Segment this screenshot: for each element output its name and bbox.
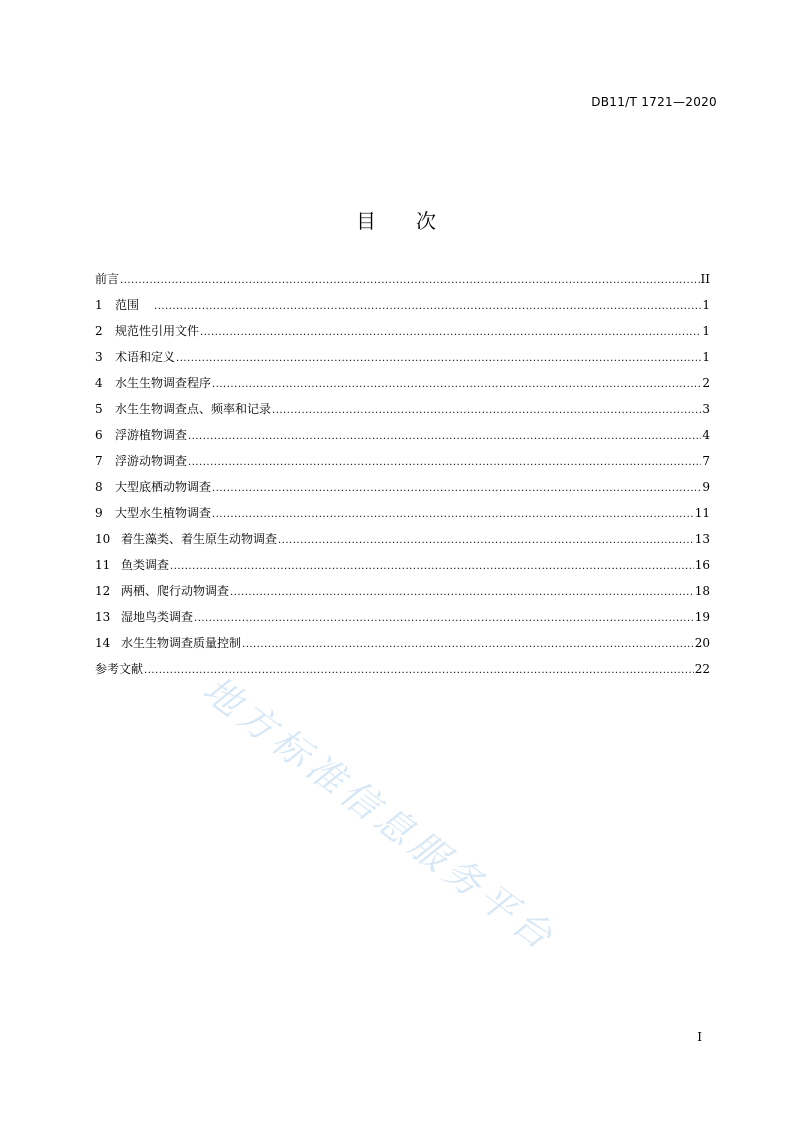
toc-entry-3[interactable] (95, 347, 710, 373)
toc-entry-page: 22 (694, 662, 710, 676)
toc-title-part2: 次 (416, 209, 436, 233)
toc-leader-dots (212, 479, 701, 499)
toc-entry-page: 3 (702, 402, 710, 416)
toc-entry-page: 7 (702, 454, 710, 468)
toc-entry-number: 12 (95, 584, 111, 598)
toc-entry-page: 1 (702, 324, 710, 338)
toc-entry-number: 6 (95, 428, 103, 442)
toc-entry-text: 参考文献 (95, 662, 144, 676)
toc-entry-6[interactable] (95, 425, 710, 451)
toc-leader-dots (154, 297, 701, 317)
toc-entry-foreword[interactable] (95, 269, 710, 295)
toc-entry-number: 14 (95, 636, 111, 650)
toc-entry-text: 两栖、爬行动物调查 (121, 584, 230, 598)
toc-entry-5[interactable] (95, 399, 710, 425)
toc-entry-page: 9 (702, 480, 710, 494)
toc-entry-number: 10 (95, 532, 111, 546)
toc-entry-number: 4 (95, 376, 103, 390)
toc-title-part1: 目 (356, 209, 376, 233)
toc-entry-text: 前言 (95, 272, 120, 286)
toc-entry-2[interactable] (95, 321, 710, 347)
toc-title (0, 205, 792, 234)
standard-code: DB11/T 1721—2020 (591, 95, 717, 109)
toc-entry-page: 1 (702, 298, 710, 312)
toc-entry-4[interactable] (95, 373, 710, 399)
toc-entry-page: 13 (694, 532, 710, 546)
toc-leader-dots (242, 635, 694, 655)
toc-entry-number: 2 (95, 324, 103, 338)
toc-entry-text: 水生生物调查质量控制 (121, 636, 242, 650)
toc-entry-12[interactable] (95, 581, 710, 607)
toc-entry-page: 4 (702, 428, 710, 442)
toc-entry-7[interactable] (95, 451, 710, 477)
toc-entry-text: 浮游动物调查 (115, 454, 188, 468)
toc-entry-text: 大型水生植物调查 (115, 506, 212, 520)
toc-entry-11[interactable] (95, 555, 710, 581)
toc-entry-page: 19 (694, 610, 710, 624)
toc-entry-number: 5 (95, 402, 103, 416)
toc-entry-number: 8 (95, 480, 103, 494)
toc-leader-dots (230, 583, 694, 603)
toc-entry-text: 水生生物调查点、频率和记录 (115, 402, 272, 416)
toc-entry-number: 9 (95, 506, 103, 520)
toc-entry-8[interactable] (95, 477, 710, 503)
toc-leader-dots (170, 557, 694, 577)
toc-entry-number: 13 (95, 610, 111, 624)
toc-entry-page: 20 (694, 636, 710, 650)
toc-entry-text: 着生藻类、着生原生动物调查 (121, 532, 278, 546)
toc-entry-number: 1 (95, 298, 103, 312)
toc-leader-dots (194, 609, 694, 629)
toc-entry-text: 术语和定义 (115, 350, 176, 364)
toc-entry-13[interactable] (95, 607, 710, 633)
toc-leader-dots (200, 323, 701, 343)
toc-entry-page: 2 (702, 376, 710, 390)
toc-entry-text: 鱼类调查 (121, 558, 170, 572)
toc-entry-10[interactable] (95, 529, 710, 555)
toc-leader-dots (212, 375, 701, 395)
toc-entry-number: 7 (95, 454, 103, 468)
toc-entry-page: 16 (694, 558, 710, 572)
toc-entry-page: 18 (694, 584, 710, 598)
toc-entry-references[interactable] (95, 659, 710, 685)
toc-leader-dots (272, 401, 701, 421)
toc-entry-text: 湿地鸟类调查 (121, 610, 194, 624)
toc-entry-page: 1 (702, 350, 710, 364)
toc-leader-dots (120, 271, 700, 291)
toc-entry-14[interactable] (95, 633, 710, 659)
toc-entry-1[interactable] (95, 295, 710, 321)
toc-entry-text: 大型底栖动物调查 (115, 480, 212, 494)
toc-entry-text: 浮游植物调查 (115, 428, 188, 442)
toc-entry-number: 3 (95, 350, 103, 364)
toc-leader-dots (278, 531, 694, 551)
toc-entry-9[interactable] (95, 503, 710, 529)
toc-list (95, 269, 710, 685)
toc-entry-page: 11 (694, 506, 710, 520)
toc-entry-page: II (700, 272, 710, 286)
toc-leader-dots (188, 427, 701, 447)
toc-entry-number: 11 (95, 558, 111, 572)
toc-entry-text: 水生生物调查程序 (115, 376, 212, 390)
page-number: I (697, 1030, 702, 1044)
toc-entry-text: 规范性引用文件 (115, 324, 200, 338)
watermark: 地方标准信息服务平台 (194, 667, 565, 961)
toc-leader-dots (176, 349, 701, 369)
toc-entry-text: 范围 (115, 298, 140, 312)
toc-leader-dots (212, 505, 694, 525)
toc-leader-dots (188, 453, 701, 473)
